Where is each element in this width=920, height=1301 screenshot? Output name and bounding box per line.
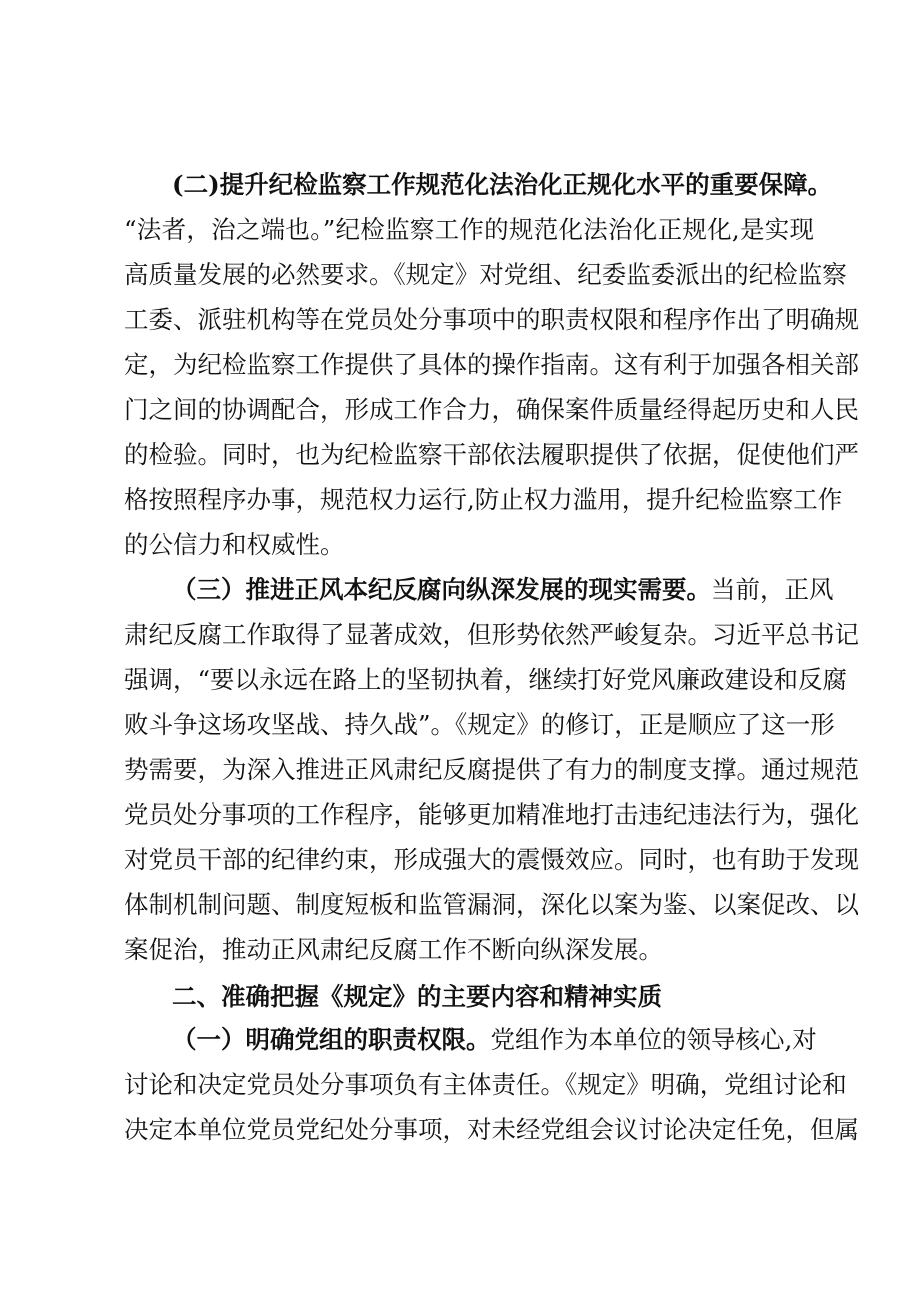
paragraph-1-line: 高质量发展的必然要求。《规定》对党组、纪委监委派出的纪检监察 [124,260,847,289]
paragraph-2-line: 党员处分事项的工作程序，能够更加精准地打击违纪违法行为，强化 [124,800,859,829]
paragraph-1-lead: (二)提升纪检监察工作规范化法治化正规化水平的重要保障。 [172,170,833,199]
paragraph-2-line: 案促治，推动正风肃纪反腐工作不断向纵深发展。 [124,935,663,964]
paragraph-1-line: 的检验。同时，也为纪检监察干部依法履职提供了依据，促使他们严 [124,440,859,469]
paragraph-1-heading-line [172,165,833,205]
paragraph-1-line: “法者，治之端也。”纪检监察工作的规范化法治化正规化,是实现 [124,215,814,244]
paragraph-1-line: 门之间的协调配合，形成工作合力，确保案件质量经得起历史和人民 [124,395,859,424]
paragraph-2-line: 肃纪反腐工作取得了显著成效，但形势依然严峻复杂。习近平总书记 [124,620,859,649]
paragraph-2-line: 强调，“要以永远在路上的坚韧执着，继续打好党风廉政建设和反腐 [124,665,848,694]
paragraph-2-lead-rest: 当前，正风 [711,575,834,604]
paragraph-1-line: 的公信力和权威性。 [124,530,345,559]
paragraph-3-lead: （一）明确党组的职责权限。 [172,1025,491,1054]
paragraph-1-line: 定，为纪检监察工作提供了具体的操作指南。这有利于加强各相关部 [124,350,859,379]
paragraph-2-line: 势需要，为深入推进正风肃纪反腐提供了有力的制度支撑。通过规范 [124,755,859,784]
paragraph-1-line: 格按照程序办事，规范权力运行,防止权力滥用，提升纪检监察工作 [124,485,843,514]
paragraph-2-line: 对党员干部的纪律约束，形成强大的震慑效应。同时，也有助于发现 [124,845,859,874]
section-heading: 二、准确把握《规定》的主要内容和精神实质 [172,982,662,1011]
paragraph-2-lead: （三）推进正风本纪反腐向纵深发展的现实需要。 [172,575,711,604]
paragraph-2-line: 败斗争这场攻坚战、持久战”。《规定》的修订，正是顺应了这一形 [124,710,835,739]
paragraph-3-line: 讨论和决定党员处分事项负有主体责任。《规定》明确，党组讨论和 [124,1070,847,1099]
paragraph-2-heading-line [172,570,834,610]
paragraph-3-lead-rest: 党组作为本单位的领导核心,对 [490,1025,817,1054]
paragraph-2-line: 体制机制问题、制度短板和监管漏洞，深化以案为鉴、以案促改、以 [124,890,859,919]
paragraph-1-line: 工委、派驻机构等在党员处分事项中的职责权限和程序作出了明确规 [124,305,859,334]
paragraph-3-line: 决定本单位党员党纪处分事项，对未经党组会议讨论决定任免，但属 [124,1115,859,1144]
paragraph-3-heading-line [172,1020,817,1060]
